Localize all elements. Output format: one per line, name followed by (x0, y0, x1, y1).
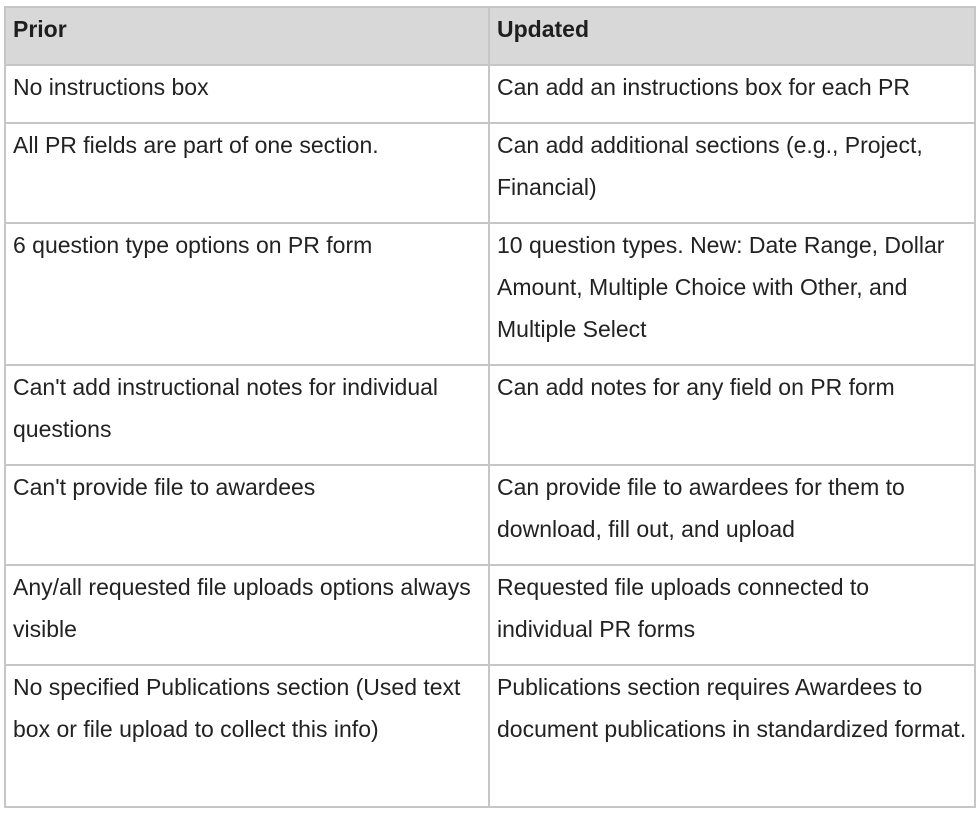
updated-cell: Can add additional sections (e.g., Project, Financial) (489, 123, 975, 223)
table-header (5, 7, 975, 65)
prior-cell: All PR fields are part of one section. (5, 123, 489, 223)
table-row (5, 665, 975, 807)
prior-cell: Can't add instructional notes for individual questions (5, 365, 489, 465)
updated-cell: Can add an instructions box for each PR (489, 65, 975, 123)
updated-cell: Can provide file to awardees for them to download, fill out, and upload (489, 465, 975, 565)
updated-cell: Can add notes for any field on PR form (489, 365, 975, 465)
prior-cell: Any/all requested file uploads options always visible (5, 565, 489, 665)
prior-cell: No instructions box (5, 65, 489, 123)
table-row (5, 123, 975, 223)
updated-cell: Requested file uploads connected to individual PR forms (489, 565, 975, 665)
column-header-updated: Updated (489, 7, 975, 65)
prior-cell: 6 question type options on PR form (5, 223, 489, 365)
table-row (5, 465, 975, 565)
comparison-table-container (4, 6, 974, 808)
table-row (5, 565, 975, 665)
table-body (5, 65, 975, 807)
prior-cell: Can't provide file to awardees (5, 465, 489, 565)
comparison-table (4, 6, 976, 808)
updated-cell: 10 question types. New: Date Range, Dollar Amount, Multiple Choice with Other, and Multiple Select (489, 223, 975, 365)
column-header-prior: Prior (5, 7, 489, 65)
prior-cell: No specified Publications section (Used text box or file upload to collect this info) (5, 665, 489, 807)
table-row (5, 365, 975, 465)
header-row (5, 7, 975, 65)
table-row (5, 65, 975, 123)
table-row (5, 223, 975, 365)
updated-cell: Publications section requires Awardees to document publications in standardized format. (489, 665, 975, 807)
